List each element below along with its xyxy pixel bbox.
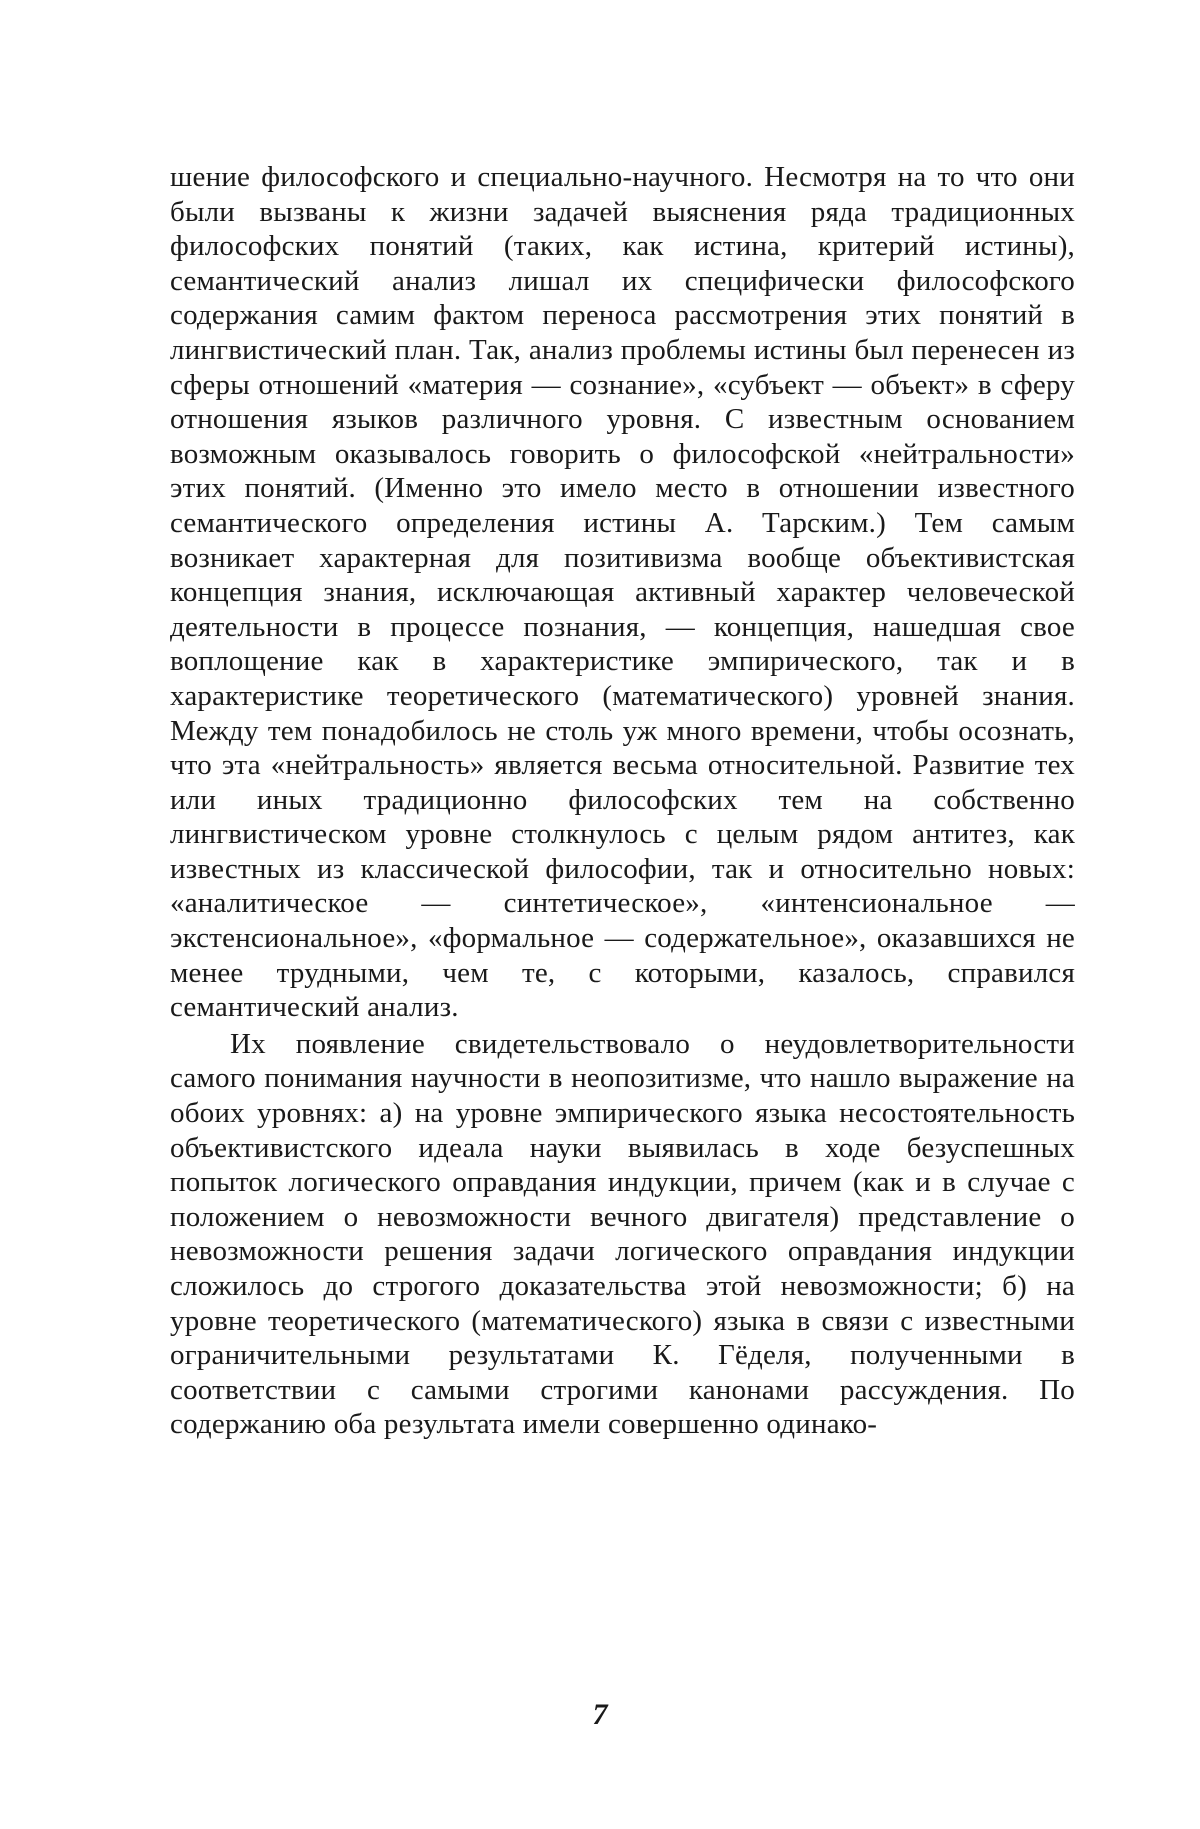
paragraph-1: шение философского и специально-научного. Несмотря на то что они были вызваны к жизни задачей выяснения ряда традиционных философских понятий (таких, как истина, критерий истины), семантический анализ лишал их специфически философского содержания самим фактом переноса рассмотрения этих понятий в лингвистический план. Так, анализ проблемы истины был перенесен из сферы отношений «материя — сознание», «субъект — объект» в сферу отношения языков различного уровня. С известным основанием возможным оказывалось говорить о философской «нейтральности» этих понятий. (Именно это имело место в отношении известного семантического определения истины А. Тарским.) Тем самым возникает характерная для позитивизма вообще объективистская концепция знания, исключающая активный характер человеческой деятельности в процессе познания, — концепция, нашедшая свое воплощение как в характеристике эмпирического, так и в характеристике теоретического (математического) уровней знания. Между тем понадобилось не столь уж много времени, чтобы осознать, что эта «нейтральность» является весьма относительной. Развитие тех или иных традиционно философских тем на собственно лингвистическом уровне столкнулось с целым рядом антитез, как известных из классической философии, так и относительно новых: «аналитическое — синтетическое», «интенсиональное — экстенсиональное», «формальное — содержательное», оказавшихся не менее трудными, чем те, с которыми, казалось, справился семантический анализ. [170,161,1075,1024]
page-body [170,160,1075,1442]
page-number: 7 [592,1698,608,1731]
paragraph-2: Их появление свидетельствовало о неудовлетворительности самого понимания научности в неопозитизме, что нашло выражение на обоих уровнях: а) на уровне эмпирического языка несостоятельность объективистского идеала науки выявилась в ходе безуспешных попыток логического оправдания индукции, причем (как и в случае с положением о невозможности вечного двигателя) представление о невозможности решения задачи логического оправдания индукции сложилось до строгого доказательства этой невозможности; б) на уровне теоретического (математического) языка в связи с известными ограничительными результатами К. Гёделя, полученными в соответствии с самыми строгими канонами рассуждения. По содержанию оба результата имели совершенно одинако- [170,1027,1075,1441]
